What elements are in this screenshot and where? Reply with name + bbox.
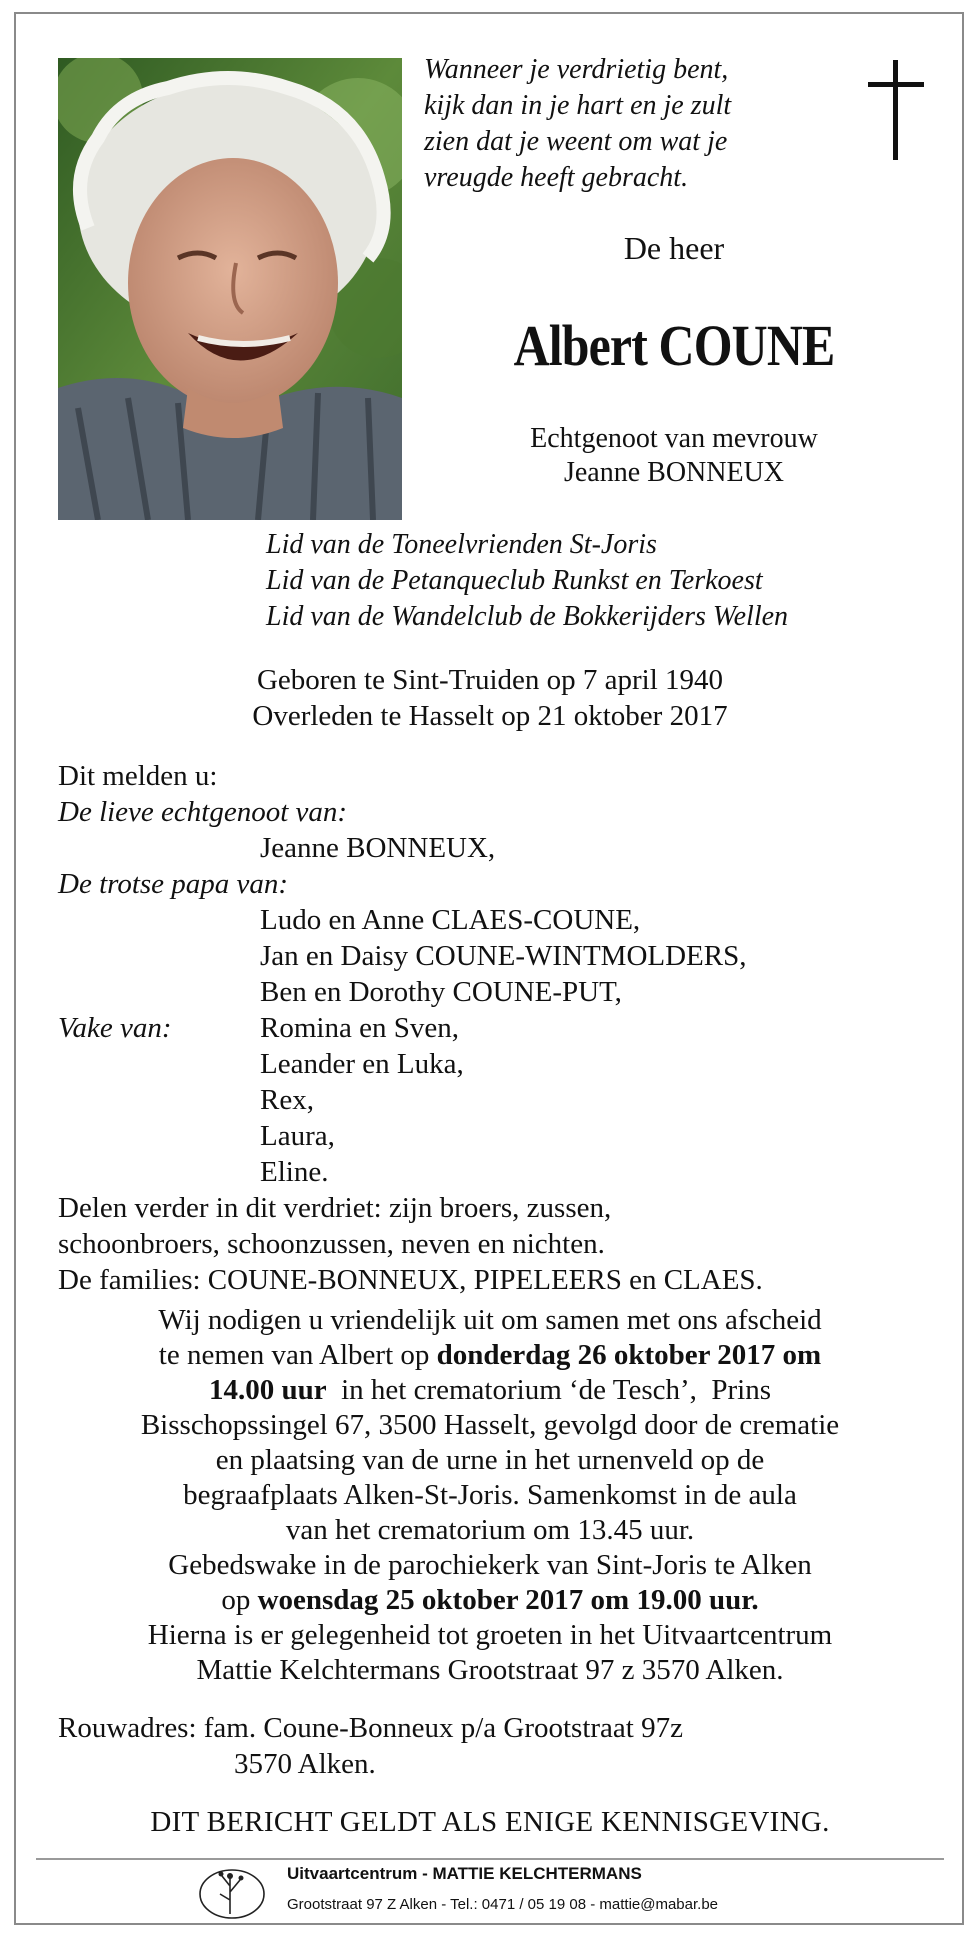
invitation-line: begraafplaats Alken-St-Joris. Samenkomst in de aula — [183, 1479, 797, 1511]
invitation-line: te nemen van Albert op donderdag 26 oktober 2017 om — [158, 1339, 822, 1371]
invitation-line: Bisschopssingel 67, 3500 Hasselt, gevolgd door de crematie — [140, 1409, 840, 1441]
invitation-line: van het crematorium om 13.45 uur. — [285, 1514, 695, 1546]
grandchild-row: Rex, — [260, 1084, 314, 1116]
verse-line: Wanneer je verdrietig bent, — [424, 54, 729, 85]
club-item: Lid van de Wandelclub de Bokkerijders Wellen — [266, 601, 789, 632]
birth-line: Geboren te Sint-Truiden op 7 april 1940 — [256, 664, 724, 696]
invitation-line: Wij nodigen u vriendelijk uit om samen met ons afscheid — [158, 1304, 822, 1336]
spouse-line: Echtgenoot van mevrouw — [530, 423, 818, 454]
spouse-row — [58, 830, 958, 866]
children-label-row — [58, 866, 958, 902]
club-item: Lid van de Petanqueclub Runkst en Terkoest — [266, 565, 763, 596]
child-row: Jan en Daisy COUNE-WINTMOLDERS, — [260, 940, 747, 972]
grandchild-row: Eline. — [260, 1156, 329, 1188]
invitation-line: Mattie Kelchtermans Grootstraat 97 z 3570 Alken. — [196, 1654, 784, 1686]
spouse-name-entry: Jeanne BONNEUX, — [260, 832, 496, 864]
child-row: Ben en Dorothy COUNE-PUT, — [260, 976, 622, 1008]
notice-text: DIT BERICHT GELDT ALS ENIGE KENNISGEVING. — [150, 1806, 830, 1838]
family-intro: Dit melden u: — [58, 760, 218, 792]
invitation-line: 14.00 uur in het crematorium ‘de Tesch’, Prins — [208, 1374, 772, 1406]
footer-divider — [36, 1858, 944, 1860]
mourning-address — [58, 1710, 938, 1782]
spouse-label: De lieve echtgenoot van: — [58, 796, 348, 828]
invitation-line: op woensdag 25 oktober 2017 om 19.00 uur. — [221, 1584, 759, 1616]
rouwadres-line: Rouwadres: fam. Coune-Bonneux p/a Grootstraat 97z — [58, 1712, 683, 1744]
funeral-home-address: Grootstraat 97 Z Alken - Tel.: 0471 / 05 19 08 - mattie@mabar.be — [287, 1896, 719, 1913]
club-memberships — [266, 527, 946, 635]
cross-icon — [866, 60, 926, 160]
honorific: De heer — [623, 230, 725, 266]
club-item: Lid van de Toneelvrienden St-Joris — [266, 529, 657, 560]
others-line: schoonbroers, schoonzussen, neven en nichten. — [58, 1228, 605, 1260]
flower-logo-icon — [196, 1864, 268, 1922]
invitation — [0, 1303, 980, 1688]
grandchild-row: Leander en Luka, — [260, 1048, 464, 1080]
spouse-name: Jeanne BONNEUX — [563, 457, 785, 488]
rouwadres-city: 3570 Alken. — [234, 1748, 376, 1780]
invitation-line: Hierna is er gelegenheid tot groeten in het Uitvaartcentrum — [147, 1619, 833, 1651]
invitation-line: Gebedswake in de parochiekerk van Sint-Joris te Alken — [168, 1549, 812, 1581]
grandchild-row: Vake van: Romina en Sven, — [58, 1012, 459, 1044]
grandchildren-label: Vake van: — [58, 1012, 172, 1044]
children-label: De trotse papa van: — [58, 868, 289, 900]
child-row: Ludo en Anne CLAES-COUNE, — [260, 904, 641, 936]
invitation-line: en plaatsing van de urne in het urnenveld op de — [215, 1444, 765, 1476]
funeral-home-name: Uitvaartcentrum - MATTIE KELCHTERMANS — [287, 1864, 642, 1883]
portrait-photo — [58, 58, 402, 520]
spouse-label-row — [58, 794, 958, 830]
families-line: De families: COUNE-BONNEUX, PIPELEERS en CLAES. — [58, 1264, 763, 1296]
verse-line: vreugde heeft gebracht. — [424, 162, 689, 193]
family-list — [58, 758, 958, 1298]
verse-quote — [424, 52, 844, 196]
verse-line: zien dat je weent om wat je — [424, 126, 728, 157]
deceased-name: Albert COUNE — [513, 313, 835, 378]
death-line: Overleden te Hasselt op 21 oktober 2017 — [252, 700, 728, 732]
spouse-info — [424, 422, 924, 490]
verse-line: kijk dan in je hart en je zult — [424, 90, 732, 121]
life-dates — [0, 662, 980, 734]
grandchild-row: Laura, — [260, 1120, 335, 1152]
portrait-image — [58, 58, 402, 520]
others-line: Delen verder in dit verdriet: zijn broers, zussen, — [58, 1192, 612, 1224]
